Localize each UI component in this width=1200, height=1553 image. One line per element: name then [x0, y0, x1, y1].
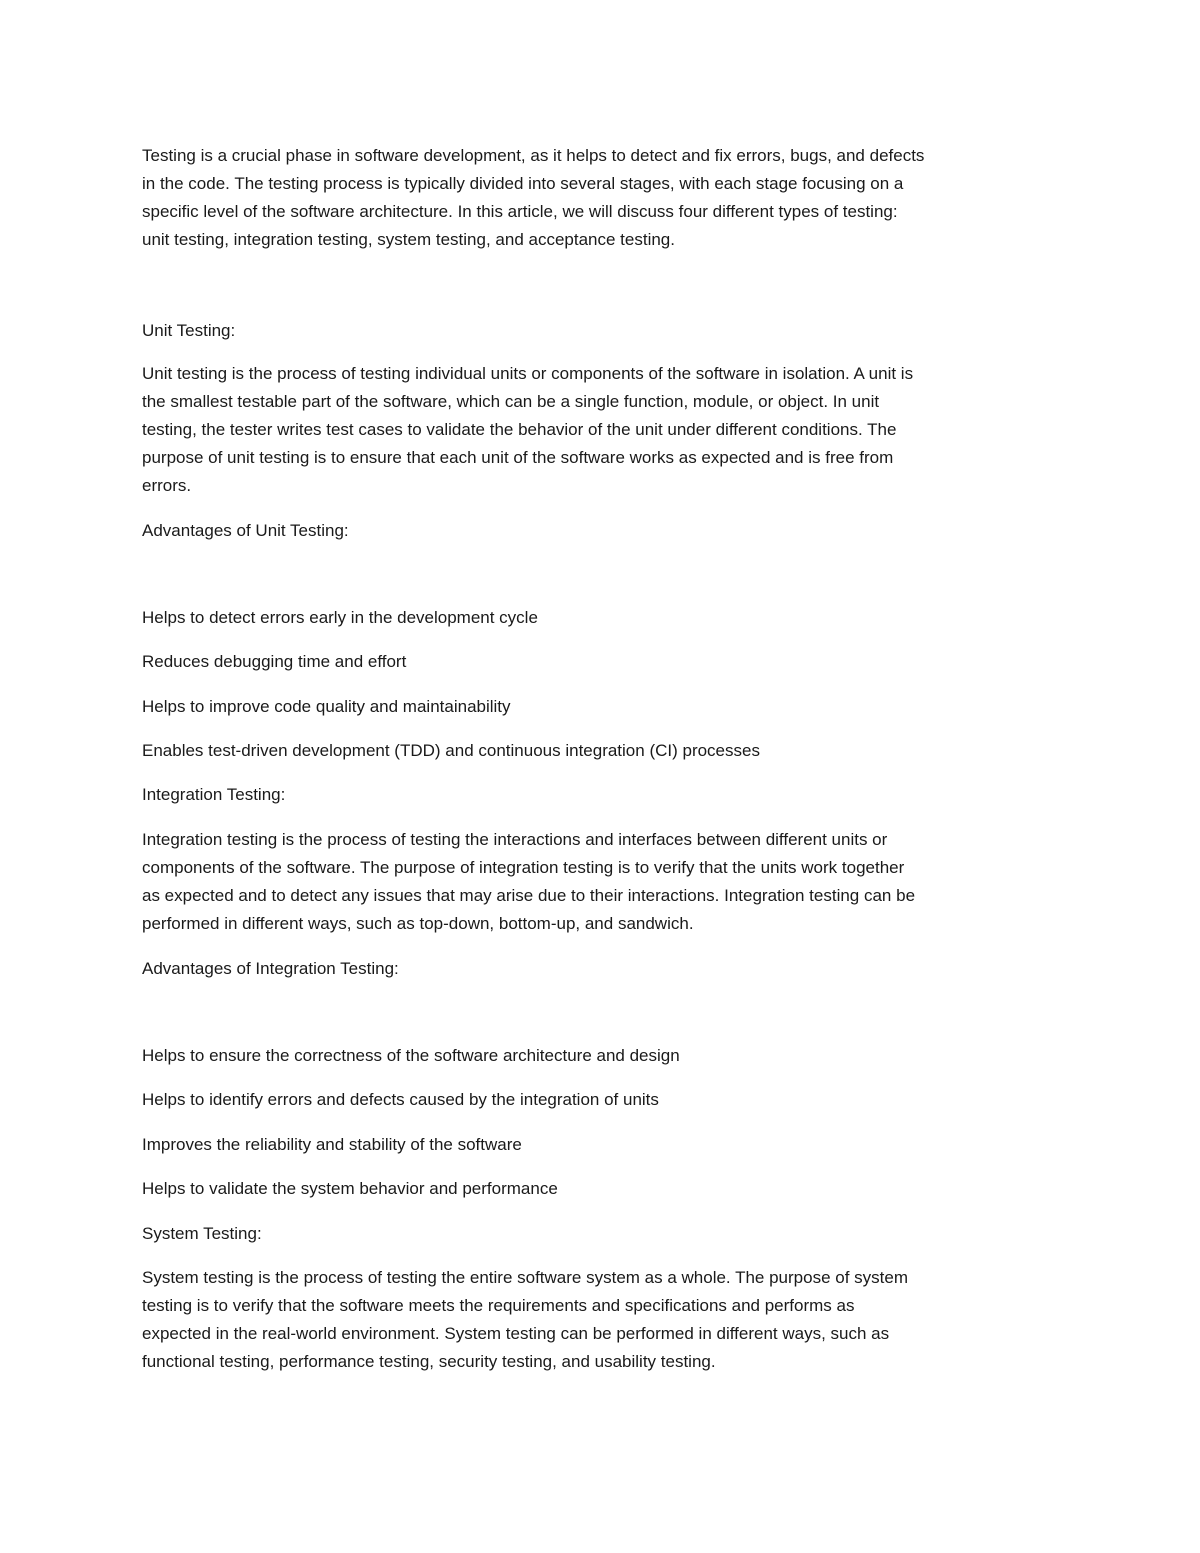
intro-line: specific level of the software architecture. In this article, we will discuss four different types of testing:: [142, 202, 898, 221]
unit-testing-heading: Unit Testing:: [142, 321, 236, 340]
unit-advantage-item: Enables test-driven development (TDD) and continuous integration (CI) processes: [142, 741, 760, 760]
system-testing-heading: System Testing:: [142, 1224, 262, 1243]
integration-advantages-heading: Advantages of Integration Testing:: [142, 959, 399, 978]
integration-advantage-item: Helps to validate the system behavior and performance: [142, 1179, 558, 1198]
intro-line: unit testing, integration testing, system testing, and acceptance testing.: [142, 230, 675, 249]
unit-advantage-item: Helps to improve code quality and maintainability: [142, 697, 511, 716]
integration-testing-body-line: Integration testing is the process of testing the interactions and interfaces between different units or: [142, 830, 888, 849]
system-testing-body-line: functional testing, performance testing, security testing, and usability testing.: [142, 1352, 716, 1371]
unit-testing-body-line: the smallest testable part of the software, which can be a single function, module, or object. In unit: [142, 392, 880, 411]
integration-advantage-item: Helps to identify errors and defects caused by the integration of units: [142, 1090, 659, 1109]
system-testing-body-line: System testing is the process of testing the entire software system as a whole. The purpose of system: [142, 1268, 908, 1287]
unit-advantage-item: Helps to detect errors early in the development cycle: [142, 608, 538, 627]
system-testing-body-line: testing is to verify that the software meets the requirements and specifications and performs as: [142, 1296, 855, 1315]
unit-testing-body-line: Unit testing is the process of testing individual units or components of the software in isolation. A unit is: [142, 364, 914, 383]
intro-line: in the code. The testing process is typically divided into several stages, with each stage focusing on a: [142, 174, 904, 193]
unit-advantage-item: Reduces debugging time and effort: [142, 652, 407, 671]
integration-testing-body-line: components of the software. The purpose of integration testing is to verify that the units work together: [142, 858, 905, 877]
unit-advantages-heading: Advantages of Unit Testing:: [142, 521, 349, 540]
unit-testing-body-line: purpose of unit testing is to ensure that each unit of the software works as expected and is free from: [142, 448, 894, 467]
integration-testing-heading: Integration Testing:: [142, 785, 286, 804]
intro-line: Testing is a crucial phase in software development, as it helps to detect and fix errors, bugs, and defects: [142, 146, 925, 165]
integration-advantage-item: Improves the reliability and stability of the software: [142, 1135, 522, 1154]
system-testing-body-line: expected in the real-world environment. System testing can be performed in different ways, such as: [142, 1324, 890, 1343]
integration-advantage-item: Helps to ensure the correctness of the software architecture and design: [142, 1046, 680, 1065]
integration-testing-body-line: as expected and to detect any issues that may arise due to their interactions. Integration testing can be: [142, 886, 916, 905]
integration-testing-body-line: performed in different ways, such as top-down, bottom-up, and sandwich.: [142, 914, 694, 933]
unit-testing-body-line: errors.: [142, 476, 192, 495]
unit-testing-body-line: testing, the tester writes test cases to validate the behavior of the unit under different conditions. The: [142, 420, 897, 439]
